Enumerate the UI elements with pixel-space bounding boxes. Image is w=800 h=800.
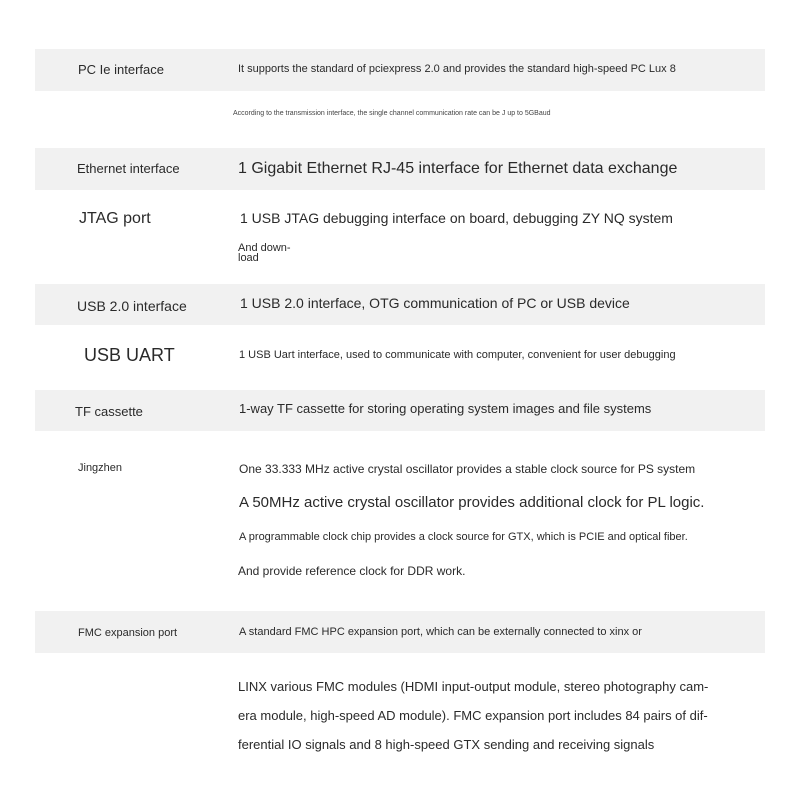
row-desc-jtag-2: And down- — [238, 242, 291, 254]
row-desc-fmc-2: LINX various FMC modules (HDMI input-output module, stereo photography cam- — [238, 679, 709, 694]
row-desc-tf: 1-way TF cassette for storing operating system images and file systems — [239, 401, 652, 416]
row-label-fmc: FMC expansion port — [78, 627, 178, 639]
row-desc-jingzhen-3: A programmable clock chip provides a clock source for GTX, which is PCIE and optical fiber. — [239, 531, 688, 543]
row-label-usb2: USB 2.0 interface — [77, 298, 187, 314]
row-label-jtag: JTAG port — [79, 210, 151, 227]
row-label-tf: TF cassette — [75, 404, 143, 419]
row-desc-jtag-3: load — [238, 252, 259, 264]
row-desc-ethernet: 1 Gigabit Ethernet RJ-45 interface for Ethernet data exchange — [238, 160, 678, 177]
row-desc-fmc-3: era module, high-speed AD module). FMC expansion port includes 84 pairs of dif- — [238, 708, 708, 723]
row-desc-jingzhen-2: A 50MHz active crystal oscillator provides additional clock for PL logic. — [239, 494, 705, 511]
row-label-jingzhen: Jingzhen — [78, 462, 123, 474]
row-desc-pcie-1: It supports the standard of pciexpress 2.0 and provides the standard high-speed PC Lux 8 — [238, 63, 676, 75]
row-desc-pcie-2: According to the transmission interface, the single channel communication rate can be J up to 5GBaud — [233, 110, 551, 117]
row-desc-usb2: 1 USB 2.0 interface, OTG communication of PC or USB device — [240, 295, 630, 311]
row-label-usb-uart: USB UART — [84, 345, 175, 365]
row-label-pcie: PC Ie interface — [78, 62, 164, 77]
row-desc-usb-uart: 1 USB Uart interface, used to communicate with computer, convenient for user debugging — [239, 349, 676, 361]
row-desc-fmc-1: A standard FMC HPC expansion port, which can be externally connected to xinx or — [239, 626, 642, 638]
row-desc-jingzhen-4: And provide reference clock for DDR work. — [238, 564, 466, 578]
row-desc-jingzhen-1: One 33.333 MHz active crystal oscillator provides a stable clock source for PS system — [239, 462, 696, 476]
row-label-ethernet: Ethernet interface — [77, 161, 180, 176]
row-desc-jtag-1: 1 USB JTAG debugging interface on board, debugging ZY NQ system — [240, 210, 673, 226]
row-desc-fmc-paragraph — [238, 672, 718, 759]
row-desc-fmc-4: ferential IO signals and 8 high-speed GTX sending and receiving signals — [238, 737, 655, 752]
